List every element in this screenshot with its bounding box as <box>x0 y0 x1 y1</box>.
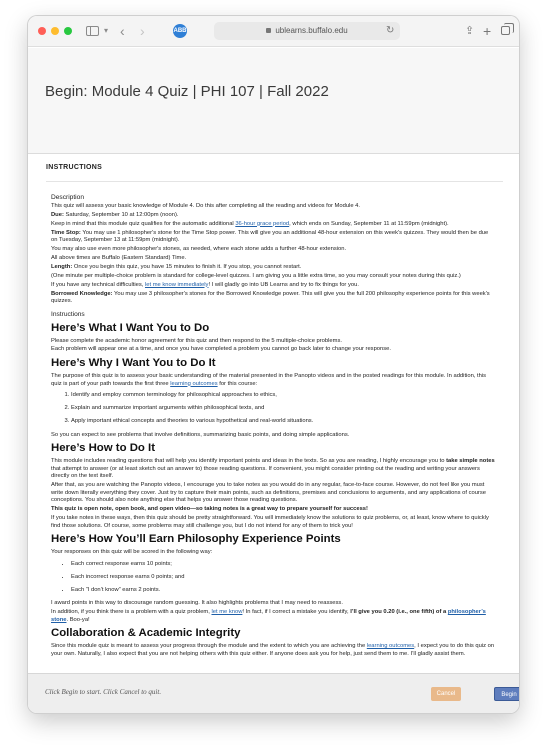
heading-why: Here’s Why I Want You to Do It <box>51 357 216 370</box>
how-bold-text: This quiz is open note, open book, and open video—so taking notes is a great way to prepare yourself for success! <box>51 506 368 513</box>
minute-text: (One minute per multiple-choice problem is standard for college-level quizzes. I am giving you a little extra time, so you may consult your notes during this quiz.) <box>51 272 461 279</box>
tech-text: If you have any technical difficulties, let me know immediately! I will gladly go into UB Learns and try to fix things for you. <box>51 281 359 288</box>
sidebar-toggle-icon[interactable] <box>86 23 100 39</box>
instructions-heading: Instructions <box>51 310 85 318</box>
timestop-text: Time Stop: You may use 1 philosopher's stone for the Time Stop power. This will give you an additional 48-hour extension on this week's quizzes. They would then be due on Tuesday, September 13 at 11:59pm (midnight). <box>51 229 489 244</box>
instructions-panel <box>46 181 503 673</box>
tab-overview-icon[interactable] <box>501 24 510 35</box>
quiz-footer <box>28 673 519 713</box>
list-item: 1. Identify and employ common terminology for philosophical approaches to ethics, <box>71 392 495 400</box>
browser-toolbar <box>28 16 519 47</box>
how-text-3: If you take notes in these ways, then this quiz should be pretty straightforward. You will immediately know the solutions to quiz problems, or, at least, know where to quickly find those solutions. Of course, some problems may still challenge you, but I do not intend for any of them to trick you! <box>51 515 489 529</box>
heading-how: Here’s How to Do It <box>51 442 156 455</box>
instructions-label: INSTRUCTIONS <box>46 164 103 171</box>
heading-earn: Here’s How You’ll Earn Philosophy Experience Points <box>51 533 341 546</box>
extension-icon[interactable]: ABB <box>173 24 187 38</box>
times-text: All above times are Buffalo (Eastern Standard) Time. <box>51 254 187 261</box>
grace-period-link[interactable]: 36-hour grace period <box>235 220 290 227</box>
chevron-down-icon[interactable]: ▾ <box>104 26 109 35</box>
length-text: Length: Once you begin this quiz, you have 15 minutes to finish it. If you stop, you cannot restart. <box>51 263 302 270</box>
want-text-2: Each problem will appear one at a time, and once you have completed a problem you cannot go back later to change your response. <box>51 346 391 353</box>
learning-outcomes-link[interactable]: learning outcomes <box>170 380 218 387</box>
list-item: • Each incorrect response earns 0 points; and <box>71 574 495 582</box>
zoom-window-button[interactable] <box>64 27 72 35</box>
address-bar[interactable] <box>214 22 400 40</box>
stones-text: You may also use even more philosopher's stones, as needed, where each stone adds a further 48-hour extension. <box>51 246 347 253</box>
list-item: • Each “I don’t know” earns 2 points. <box>71 587 495 595</box>
close-window-button[interactable] <box>38 27 46 35</box>
minimize-window-button[interactable] <box>51 27 59 35</box>
grace-text: Keep in mind that this module quiz qualifies for the automatic additional 36-hour grace period, which ends on Sunday, September 11 at 11:59pm (midnight). <box>51 220 449 227</box>
reload-icon[interactable]: ↻ <box>386 25 395 36</box>
back-button[interactable]: ‹ <box>120 23 125 39</box>
list-item: 3. Apply important ethical concepts and theories to various hypothetical and real-world situations. <box>71 418 495 426</box>
let-me-know-link[interactable]: let me know <box>211 609 243 616</box>
expect-text: So you can expect to see problems that involve definitions, summarizing basic points, and doing simple applications. <box>51 431 350 438</box>
description-text: This quiz will assess your basic knowledge of Module 4. Do this after completing all the reading and videos for Module 4. <box>51 202 361 209</box>
footer-message: Click Begin to start. Click Cancel to quit. <box>45 688 162 696</box>
how-text-2: After that, as you are watching the Panopto videos, I encourage you to take notes as you would do in any regular, face-to-face course. However, do not feel like you must write down literally everything they cover. Just try to capture their main points, such as definitions, premises and conclusions to arguments, and any applications of course conceptions. You should also note anything else that helps you answer those reading questions. <box>51 482 486 504</box>
quiz-content <box>28 154 519 673</box>
want-text-1: Please complete the academic honor agreement for this quiz and then respond to the 5 multiple-choice problems. <box>51 337 342 344</box>
lock-icon <box>266 28 271 33</box>
begin-button[interactable]: Begin <box>494 687 519 701</box>
list-item: 2. Explain and summarize important arguments within philosophical texts, and <box>71 405 495 413</box>
forward-button[interactable]: › <box>140 23 145 39</box>
browser-window <box>28 16 519 713</box>
learning-outcomes-link-2[interactable]: learning outcomes <box>366 643 415 650</box>
why-text: The purpose of this quiz is to assess your basic understanding of the material presented in the Panopto videos and in the posted readings for this module. In addition, this quiz is part of your path towards the first three learning outcomes for this course: <box>51 373 487 387</box>
list-item: • Each correct response earns 10 points; <box>71 561 495 569</box>
instructions-body <box>46 182 503 659</box>
philosophers-stone-link[interactable]: philosopher’s stone <box>51 609 486 623</box>
problem-text: In addition, if you think there is a problem with a quiz problem, let me know! In fact, if I correct a mistake you identify, I’ll give you 0.20 (i.e., one fifth) of a philosopher’s stone. Boo-ya! <box>51 609 486 623</box>
outcomes-list <box>51 392 495 426</box>
description-heading: Description <box>51 194 84 201</box>
share-icon[interactable]: ⇪ <box>465 25 475 37</box>
collab-text: Since this module quiz is meant to assess your progress through the module and the extent to which you are achieving the learning outcomes, I expect you to do this quiz on your own. Naturally, I also expect that you are not helping others with this quiz either. If anyone does ask you for help, just send them to me. I’ll gladly assist them. <box>51 643 495 657</box>
page-header <box>28 48 519 138</box>
scoring-list <box>51 561 495 595</box>
heading-what: Here’s What I Want You to Do <box>51 321 210 334</box>
award-text: I award points in this way to discourage random guessing. It also highlights problems that I may need to reassess. <box>51 600 343 607</box>
contact-link[interactable]: let me know immediately <box>144 281 209 288</box>
borrowed-text: Borrowed Knowledge: You may use 3 philosopher's stones for the Borrowed Knowledge power. This will give you the full 200 philosophy experience points for this week's quizzes. <box>51 290 490 305</box>
how-text-1: This module includes reading questions that will help you identify important points and ideas in the texts. So as you are reading, I highly encourage you to take simple notes that attempt to answer (or at least sketch out an answer to) those reading questions. If convenient, you might consider printing out the reading and writing your answers directly on the text itself. <box>51 458 495 480</box>
address-text: ublearns.buffalo.edu <box>275 26 348 35</box>
new-tab-button[interactable]: + <box>483 23 492 39</box>
due-text: Due: Saturday, September 10 at 12:00pm (noon). <box>51 211 179 218</box>
heading-collab: Collaboration & Academic Integrity <box>51 627 241 640</box>
earn-intro: Your responses on this quiz will be scored in the following way: <box>51 549 213 556</box>
cancel-button[interactable]: Cancel <box>431 687 461 701</box>
page <box>28 48 519 713</box>
page-title: Begin: Module 4 Quiz | PHI 107 | Fall 2022 <box>45 83 329 100</box>
